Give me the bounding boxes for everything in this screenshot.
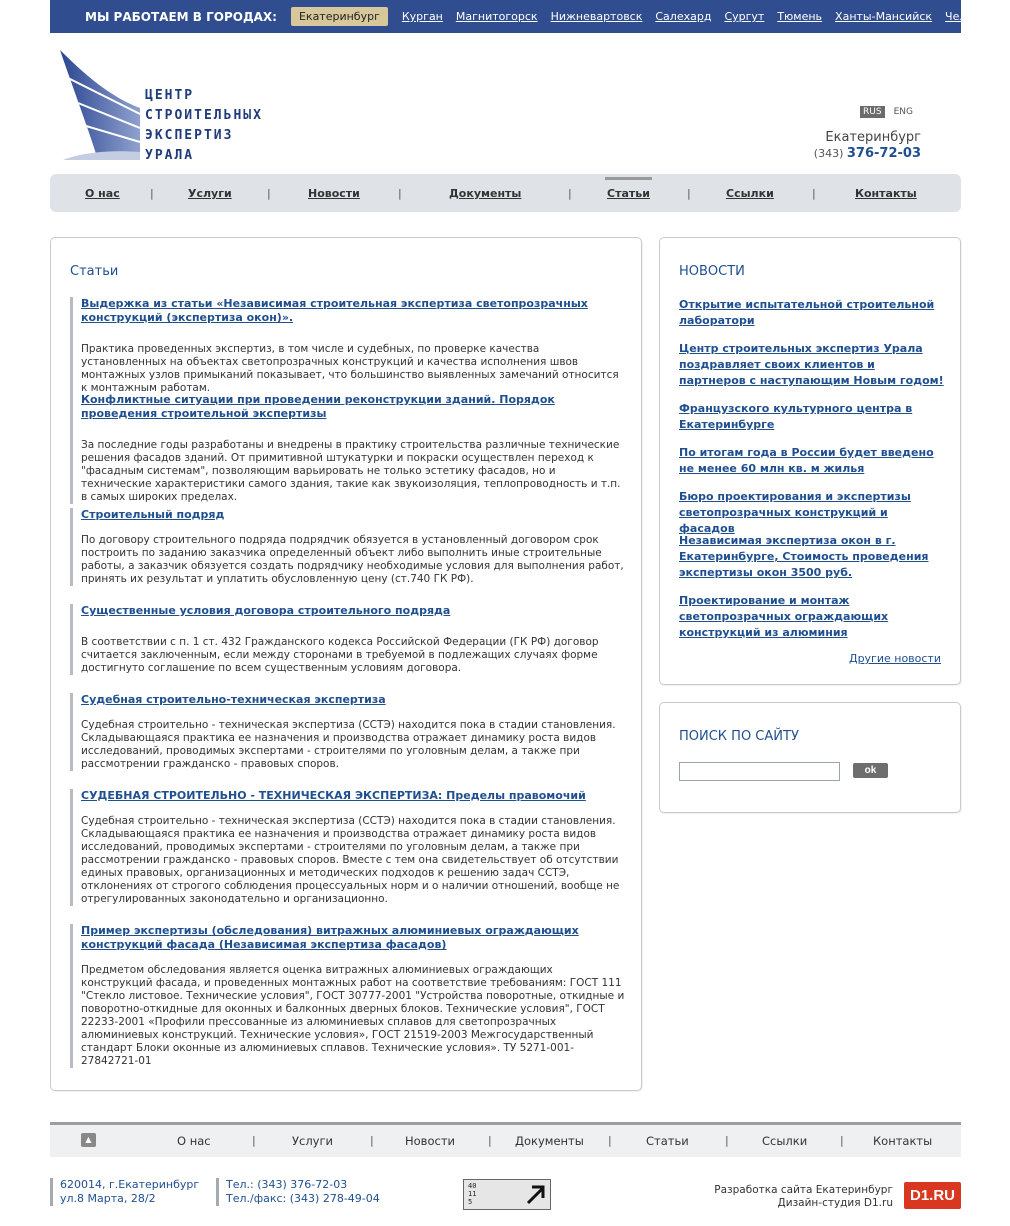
article-item: [70, 693, 626, 771]
menu-item-articles[interactable]: Статьи: [607, 187, 650, 200]
article-summary: Судебная строительно - техническая экспертиза (ССТЭ) находится пока в стадии становления. Складывающаяся практика ее назначения и производства отражает динамику роста видов исследований, проводимых экспертами - строителями по уголовным делам, а также при рассмотрении гражданско - правовых споров.: [81, 719, 616, 770]
page-title: Статьи: [70, 264, 119, 279]
search-ok-button[interactable]: ok: [853, 763, 888, 778]
lang-eng-button[interactable]: ENG: [893, 107, 913, 117]
news-link[interactable]: Французского культурного центра в Екатеринбурге: [679, 402, 913, 431]
search-panel: [659, 702, 961, 813]
menu-active-indicator: [605, 177, 652, 180]
article-item: [70, 789, 626, 906]
article-item: [70, 393, 626, 504]
article-title-link[interactable]: Конфликтные ситуации при проведении реконструкции зданий. Порядок проведения строительной экспертизы: [81, 393, 555, 420]
more-news-link[interactable]: Другие новости: [848, 652, 941, 665]
main-menu: [50, 174, 961, 212]
menu-separator: |: [267, 187, 271, 200]
footer-menu-contacts[interactable]: Контакты: [873, 1134, 933, 1148]
article-item: [70, 604, 626, 675]
news-link[interactable]: Бюро проектирования и экспертизы светопрозрачных конструкций и фасадов: [679, 490, 911, 535]
footer-menu-services[interactable]: Услуги: [292, 1134, 334, 1148]
menu-item-links[interactable]: Ссылки: [726, 187, 774, 200]
language-switch: [860, 106, 916, 118]
city-link-magnitogorsk[interactable]: Магнитогорск: [455, 10, 538, 23]
header-city: Екатеринбург: [825, 130, 921, 145]
menu-separator: |: [398, 187, 402, 200]
article-title-link[interactable]: Существенные условия договора строительного подряда: [81, 604, 451, 617]
news-link[interactable]: Открытие испытательной строительной лаборатори: [679, 298, 935, 327]
menu-item-documents[interactable]: Документы: [449, 187, 522, 200]
counter-arrow-icon: [524, 1181, 548, 1208]
article-item: [70, 508, 626, 586]
developer-link[interactable]: Разработка сайта Екатеринбург: [714, 1184, 893, 1196]
d1-logo[interactable]: D1.RU: [904, 1182, 961, 1209]
article-item: [70, 924, 626, 1068]
menu-item-about[interactable]: О нас: [85, 187, 120, 200]
footer-address: 620014, г.Екатеринбург ул.8 Марта, 28/2: [50, 1178, 199, 1206]
menu-separator: |: [568, 187, 572, 200]
developer-credit: Разработка сайта Екатеринбург Дизайн-студия D1.ru: [714, 1184, 893, 1209]
menu-item-contacts[interactable]: Контакты: [855, 187, 917, 200]
article-title-link[interactable]: Выдержка из статьи «Независимая строительная экспертиза светопрозрачных конструкций (экспертиза окон)».: [81, 297, 588, 324]
counter-numbers: 40 11 5: [468, 1182, 477, 1206]
city-bar-title: МЫ РАБОТАЕМ В ГОРОДАХ:: [85, 9, 277, 24]
news-link[interactable]: Проектирование и монтаж светопрозрачных ограждающих конструкций из алюминия: [679, 594, 889, 639]
menu-item-news[interactable]: Новости: [308, 187, 360, 200]
footer-menu: [50, 1125, 961, 1157]
phone-number: 376-72-03: [846, 146, 921, 161]
article-summary: Предметом обследования является оценка витражных алюминиевых ограждающих конструкций фасада, и проведенных монтажных работ на соответствие требованиям: ГОСТ 111 "Стекло листовое. Технические условия", ГОСТ 30777-2001 "Устройства поворотные, откидные и поворотно-откидные для оконных и балконных дверных блоков. Технические условия", ГОСТ 22233-2001 «Профили прессованные из алюминиевых сплавов для светопрозрачных алюминиевых конструкций. Технические условия», ГОСТ 21519-2003 Межгосударственный стандарт Блоки оконные из алюминиевых сплавов. Технические условия». ТУ 5271-001-27842721-01: [81, 964, 625, 1067]
city-link-khanty-mansiysk[interactable]: Ханты-Мансийск: [835, 10, 933, 23]
article-item: [70, 297, 626, 395]
footer-separator: |: [725, 1134, 729, 1147]
visitor-counter[interactable]: [463, 1179, 551, 1210]
news-title: НОВОСТИ: [679, 264, 745, 279]
footer-separator: |: [252, 1134, 256, 1147]
menu-separator: |: [812, 187, 816, 200]
footer-menu-about[interactable]: О нас: [177, 1134, 211, 1148]
article-title-link[interactable]: Строительный подряд: [81, 508, 225, 521]
search-input[interactable]: [679, 762, 840, 781]
footer-separator: |: [840, 1134, 844, 1147]
city-link-surgut[interactable]: Сургут: [724, 10, 765, 23]
footer-separator: |: [608, 1134, 612, 1147]
article-summary: За последние годы разработаны и внедрены в практику строительства различные технические решения фасадов зданий. От примитивной штукатурки и покраски осуществлен переход к "фасадным системам", позволяющим варьировать не только эстетику фасадов, но и технические характеристики самого здания, такие как звукоизоляция, теплопроводность и т.п. в самых широких пределах.: [81, 439, 621, 503]
article-summary: Практика проведенных экспертиз, в том числе и судебных, по проверке качества установленных на объектах светопрозрачных конструкций и качества исполнения швов монтажных узлов примыканий показывает, что большинство выявленных замечаний относится к монтажным работам.: [81, 343, 619, 394]
search-title: ПОИСК ПО САЙТУ: [679, 729, 799, 744]
footer-menu-articles[interactable]: Статьи: [646, 1134, 689, 1148]
scroll-up-icon[interactable]: ▲: [81, 1133, 96, 1147]
news-link[interactable]: Независимая экспертиза окон в г. Екатеринбурге, Стоимость проведения экспертизы окон 3500 руб.: [679, 534, 929, 579]
menu-separator: |: [150, 187, 154, 200]
article-title-link[interactable]: СУДЕБНАЯ СТРОИТЕЛЬНО - ТЕХНИЧЕСКАЯ ЭКСПЕРТИЗА: Пределы правомочий: [81, 789, 586, 802]
articles-panel: [50, 237, 642, 1091]
footer-separator: |: [370, 1134, 374, 1147]
article-title-link[interactable]: Пример экспертизы (обследования) витражных алюминиевых ограждающих конструкций фасада (Независимая экспертиза фасадов): [81, 924, 579, 951]
lang-rus-button[interactable]: RUS: [860, 106, 885, 118]
menu-item-services[interactable]: Услуги: [188, 187, 232, 200]
news-link[interactable]: По итогам года в России будет введено не менее 60 млн кв. м жилья: [679, 446, 934, 475]
city-bar: [50, 0, 1007, 33]
footer-separator: |: [488, 1134, 492, 1147]
city-link-tyumen[interactable]: Тюмень: [777, 10, 823, 23]
footer-phones: Тел.: (343) 376-72-03 Тел./факс: (343) 278-49-04: [216, 1178, 380, 1206]
article-title-link[interactable]: Судебная строительно-техническая экспертиза: [81, 693, 386, 706]
footer-menu-news[interactable]: Новости: [405, 1134, 455, 1148]
city-active[interactable]: Екатеринбург: [291, 7, 388, 26]
footer-menu-links[interactable]: Ссылки: [762, 1134, 808, 1148]
city-link-nizhnevartovsk[interactable]: Нижневартовск: [550, 10, 643, 23]
header-phone: [814, 146, 921, 161]
article-summary: В соответствии с п. 1 ст. 432 Гражданского кодекса Российской Федерации (ГК РФ) договор считается заключенным, если между сторонами в требуемой в подлежащих случаях форме достигнуто соглашение по всем существенным условиям договора.: [81, 636, 599, 674]
news-panel: [659, 237, 961, 685]
article-summary: По договору строительного подряда подрядчик обязуется в установленный договором срок построить по заданию заказчика определенный объект либо выполнить иные строительные работы, а заказчик обязуется создать подрядчику необходимые условия для выполнения работ, принять их результат и уплатить обусловленную цену (ст.740 ГК РФ).: [81, 534, 624, 585]
city-link-chelyabinsk[interactable]: Челябинск: [945, 10, 1007, 23]
news-link[interactable]: Центр строительных экспертиз Урала поздравляет своих клиентов и партнеров с наступающим Новым годом!: [679, 342, 944, 387]
city-link-salekhard[interactable]: Салехард: [655, 10, 712, 23]
logo-text: ЦЕНТР СТРОИТЕЛЬНЫХ ЭКСПЕРТИЗ УРАЛА: [145, 88, 263, 163]
menu-separator: |: [687, 187, 691, 200]
footer-menu-documents[interactable]: Документы: [515, 1134, 584, 1148]
article-summary: Судебная строительно - техническая экспертиза (ССТЭ) находится пока в стадии становления. Складывающаяся практика ее назначения и производства отражает динамику роста видов исследований, проводимых экспертами - строителями по уголовным делам, а также при рассмотрении гражданско - правовых споров. Вместе с тем она свидетельствует об отсутствии единых правовых, организационных и методических подходов к решению задач ССТЭ, отклонениях от строгого соблюдения процессуальных норм и о наличии отношений, вообще не отрегулированных законодательно и организационно.: [81, 815, 620, 905]
city-link-kurgan[interactable]: Курган: [401, 10, 443, 23]
phone-code: (343): [813, 147, 844, 160]
